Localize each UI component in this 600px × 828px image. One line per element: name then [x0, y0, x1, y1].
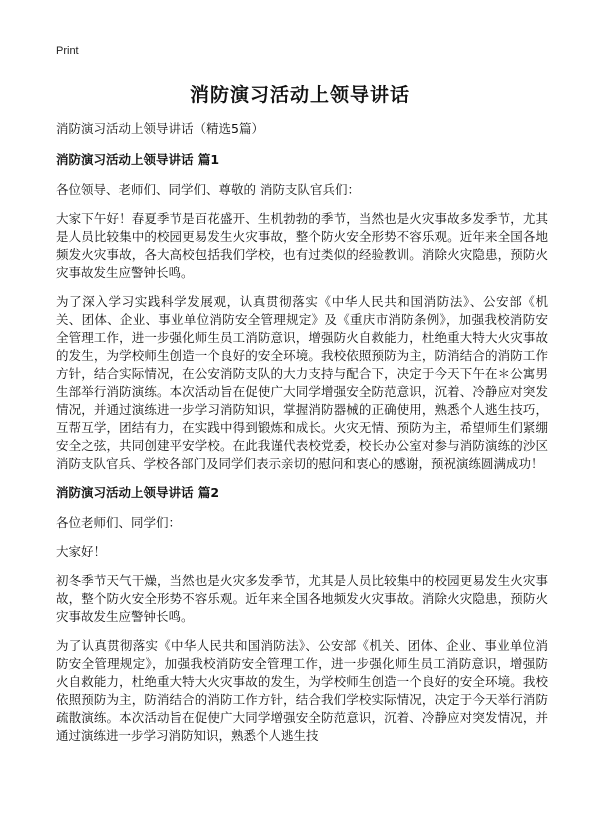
document-body — [56, 120, 548, 756]
section-title: 消防演习活动上领导讲话 篇1 — [56, 152, 220, 167]
document-subtitle: 消防演习活动上领导讲话（精选5篇） — [56, 121, 264, 136]
section-2 — [56, 484, 548, 745]
print-link[interactable]: Print — [56, 45, 79, 57]
section-title: 消防演习活动上领导讲话 篇2 — [56, 485, 220, 500]
paragraph: 各位老师们、同学们： — [56, 515, 182, 530]
paragraph: 各位领导、老师们、同学们、尊敬的 消防支队官兵们： — [56, 182, 360, 197]
paragraph: 为了深入学习实践科学发展观，认真贯彻落实《中华人民共和国消防法》、公安部《机关、团体、企业、事业单位消防安全管理规定》及《重庆市消防条例》，加强我校消防安全管理工作，进一步强化师生员工消防意识，增强防火自救能力，杜绝重大特大火灾事故的发生，为学校师生创造一个良好的安全环境。我校依照预防为主，防消结合的消防工作方针，结合实际情况，在公安消防支队的大力支持与配合下，决定于今天下午在＊公寓男生部举行消防演练。本次活动旨在促使广大同学增强安全防范意识，沉着、冷静应对突发情况，并通过演练进一步学习消防知识，掌握消防器械的正确使用，熟悉个人逃生技巧，互帮互学，团结有力，在实践中得到锻炼和成长。火灾无情、预防为主，希望师生们紧绷安全之弦，共同创建平安学校。在此我谨代表校党委，校长办公室对参与消防演练的沙区消防支队官兵、学校各部门及同学们表示亲切的慰问和衷心的感谢，预祝演练圆满成功！ — [56, 294, 548, 471]
section-1 — [56, 151, 548, 473]
page-title: 消防演习活动上领导讲话 — [189, 84, 410, 106]
paragraph: 大家好！ — [56, 544, 107, 559]
paragraph: 初冬季节天气干燥，当然也是火灾多发季节，尤其是人员比较集中的校园更易发生火灾事故，整个防火安全形势不容乐观。近年来全国各地频发火灾事故。消除火灾隐患，预防火灾事故发生应警钟长鸣。 — [56, 573, 548, 624]
paragraph: 大家下午好！春夏季节是百花盛开、生机勃勃的季节，当然也是火灾事故多发季节，尤其是人员比较集中的校园更易发生火灾事故，整个防火安全形势不容乐观。近年来全国各地频发火灾事故，各大高校包括我们学校，也有过类似的经验教训。消除火灾隐患，预防火灾事故发生应警钟长鸣。 — [56, 211, 548, 280]
paragraph: 为了认真贯彻落实《中华人民共和国消防法》、公安部《机关、团体、企业、事业单位消防安全管理规定》，加强我校消防安全管理工作，进一步强化师生员工消防意识，增强防火自救能力，杜绝重大特大火灾事故的发生，为学校师生创造一个良好的安全环境。我校依照预防为主，防消结合的消防工作方针，结合我们学校实际情况，决定于今天举行消防疏散演练。本次活动旨在促使广大同学增强安全防范意识，沉着、冷静应对突发情况，并通过演练进一步学习消防知识，熟悉个人逃生技 — [56, 638, 548, 743]
